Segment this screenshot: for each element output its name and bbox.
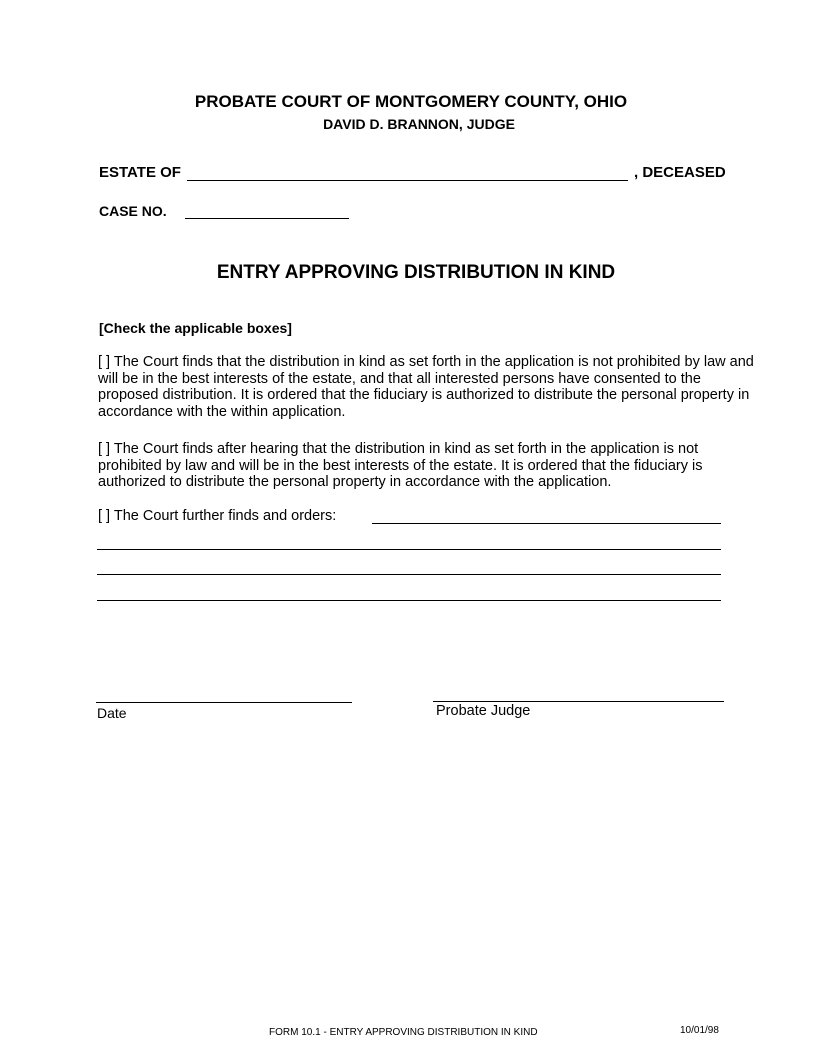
case-number-field[interactable]	[185, 218, 349, 219]
further-orders-field[interactable]	[372, 523, 721, 524]
form-footer: FORM 10.1 - ENTRY APPROVING DISTRIBUTION IN KIND	[269, 1027, 538, 1038]
date-signature-line[interactable]	[96, 702, 352, 703]
further-orders-line[interactable]	[97, 600, 721, 601]
judge-name: DAVID D. BRANNON, JUDGE	[323, 116, 515, 132]
court-name: PROBATE COURT OF MONTGOMERY COUNTY, OHIO	[194, 92, 628, 111]
deceased-label: , DECEASED	[634, 164, 726, 181]
document-title: ENTRY APPROVING DISTRIBUTION IN KIND	[216, 262, 616, 283]
further-orders-line[interactable]	[97, 574, 721, 575]
case-number-label: CASE NO.	[99, 203, 167, 219]
judge-signature-line[interactable]	[433, 701, 724, 702]
finding-paragraph-consent: [ ] The Court finds that the distribution in kind as set forth in the application is not prohibited by law and will be in the best interests of the estate, and that all interested persons have consented to the proposed distribution. It is ordered that the fiduciary is authorized to distribute the personal property in accordance with the within application.	[98, 354, 754, 420]
finding-paragraph-hearing: [ ] The Court finds after hearing that the distribution in kind as set forth in the application is not prohibited by law and will be in the best interests of the estate. It is ordered that the fiduciary is authorized to distribute the personal property in accordance with the application.	[98, 441, 703, 490]
estate-name-field[interactable]	[187, 180, 628, 181]
further-orders-label: [ ] The Court further finds and orders:	[98, 508, 337, 524]
date-label: Date	[97, 705, 127, 721]
further-orders-line[interactable]	[97, 549, 721, 550]
check-instruction: [Check the applicable boxes]	[99, 320, 292, 336]
estate-label: ESTATE OF	[99, 164, 181, 181]
form-revision-date: 10/01/98	[680, 1025, 719, 1036]
probate-judge-label: Probate Judge	[436, 703, 531, 719]
